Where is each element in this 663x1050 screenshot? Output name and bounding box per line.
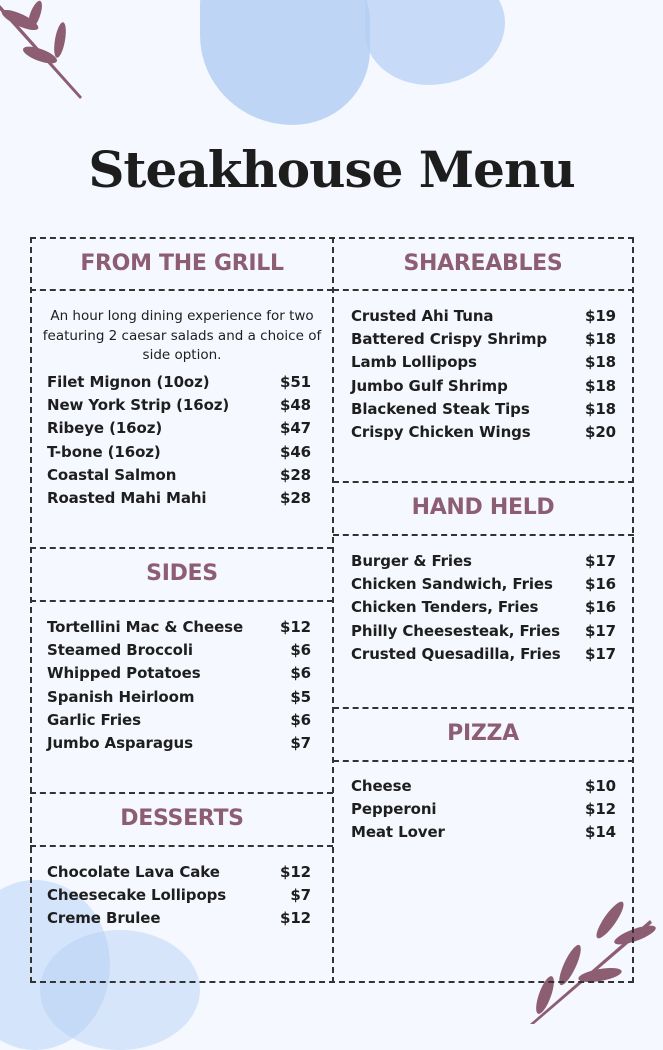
menu-item	[351, 377, 616, 400]
menu-item	[47, 886, 311, 909]
item-price: $10	[584, 777, 616, 795]
item-name: Crusted Quesadilla, Fries	[351, 644, 561, 663]
menu-item	[47, 711, 311, 734]
section-heading-sides: SIDES	[146, 561, 218, 586]
item-price: $46	[279, 442, 311, 461]
item-price: $48	[279, 396, 311, 415]
item-name: Battered Crispy Shrimp	[351, 330, 548, 349]
section-heading-handheld: HAND HELD	[411, 495, 555, 520]
menu-item	[47, 688, 311, 711]
item-price: $12	[279, 909, 311, 928]
item-price: $7	[290, 886, 311, 905]
section-heading-pizza: PIZZA	[447, 721, 519, 746]
pizza-list	[351, 777, 616, 847]
divider	[333, 289, 634, 291]
leaf-branch-icon	[0, 0, 90, 100]
menu-item	[351, 400, 616, 423]
menu-item	[47, 664, 311, 687]
item-price: $28	[279, 488, 311, 507]
menu-item	[351, 423, 616, 446]
item-price: $19	[584, 307, 616, 325]
sides-list	[47, 618, 311, 757]
item-name: Jumbo Asparagus	[47, 733, 193, 752]
column-divider	[332, 237, 334, 983]
item-price: $17	[584, 621, 616, 640]
item-price: $5	[290, 687, 311, 706]
menu-item	[351, 353, 616, 376]
section-heading-grill: FROM THE GRILL	[80, 251, 284, 276]
divider	[30, 792, 333, 794]
item-price: $12	[279, 863, 311, 881]
item-name: New York Strip (16oz)	[47, 396, 230, 415]
menu-item	[47, 396, 311, 419]
menu-item	[351, 330, 616, 353]
item-name: Chocolate Lava Cake	[47, 863, 220, 881]
menu-item	[351, 598, 616, 621]
item-name: Chicken Sandwich, Fries	[351, 575, 553, 594]
menu-item	[47, 863, 311, 886]
item-price: $7	[290, 733, 311, 752]
grill-description: An hour long dining experience for two featuring 2 caesar salads and a choice of side option.	[42, 308, 322, 363]
item-name: Meat Lover	[351, 823, 445, 842]
menu-item	[47, 618, 311, 641]
item-name: Roasted Mahi Mahi	[47, 488, 207, 507]
shareables-list	[351, 307, 616, 446]
menu-item	[47, 373, 311, 396]
desserts-list	[47, 863, 311, 933]
item-name: Garlic Fries	[47, 710, 141, 729]
item-price: $16	[584, 575, 616, 594]
item-price: $12	[584, 800, 616, 819]
divider	[333, 481, 634, 483]
item-name: Crusted Ahi Tuna	[351, 307, 494, 325]
handheld-list	[351, 552, 616, 668]
divider	[333, 760, 634, 762]
divider	[30, 289, 333, 291]
item-price: $20	[584, 422, 616, 441]
item-price: $6	[290, 664, 311, 683]
item-name: Filet Mignon (10oz)	[47, 373, 210, 391]
item-price: $18	[584, 399, 616, 418]
item-name: Creme Brulee	[47, 909, 161, 928]
menu-item	[47, 489, 311, 512]
item-name: Pepperoni	[351, 800, 437, 819]
section-heading-shareables: SHAREABLES	[403, 251, 563, 276]
item-name: T-bone (16oz)	[47, 442, 161, 461]
item-name: Jumbo Gulf Shrimp	[351, 376, 508, 395]
section-heading-desserts: DESSERTS	[120, 806, 244, 831]
item-name: Burger & Fries	[351, 552, 472, 570]
menu-item	[351, 307, 616, 330]
item-name: Tortellini Mac & Cheese	[47, 618, 244, 636]
divider	[333, 707, 634, 709]
item-price: $14	[584, 823, 616, 842]
item-price: $17	[584, 552, 616, 570]
item-name: Steamed Broccoli	[47, 641, 193, 660]
menu-item	[47, 909, 311, 932]
item-price: $18	[584, 353, 616, 372]
menu-item	[351, 645, 616, 668]
item-name: Philly Cheesesteak, Fries	[351, 621, 560, 640]
menu-item	[351, 823, 616, 846]
divider	[30, 845, 333, 847]
item-price: $16	[584, 598, 616, 617]
item-price: $18	[584, 376, 616, 395]
item-name: Chicken Tenders, Fries	[351, 598, 539, 617]
menu-item	[351, 552, 616, 575]
item-price: $12	[279, 618, 311, 636]
grill-list	[47, 373, 311, 512]
menu-item	[351, 777, 616, 800]
item-name: Ribeye (16oz)	[47, 419, 163, 438]
item-price: $6	[290, 710, 311, 729]
item-price: $17	[584, 644, 616, 663]
item-price: $18	[584, 330, 616, 349]
item-name: Blackened Steak Tips	[351, 399, 530, 418]
item-name: Cheese	[351, 777, 412, 795]
divider	[333, 534, 634, 536]
menu-item	[47, 641, 311, 664]
watercolor-blob	[365, 0, 505, 85]
menu-item	[47, 443, 311, 466]
item-price: $28	[279, 465, 311, 484]
menu-item	[351, 575, 616, 598]
menu-item	[47, 419, 311, 442]
item-price: $47	[279, 419, 311, 438]
menu-item	[351, 800, 616, 823]
watercolor-blob	[200, 0, 370, 125]
divider	[30, 600, 333, 602]
item-name: Whipped Potatoes	[47, 664, 201, 683]
page-title: Steakhouse Menu	[88, 140, 575, 199]
item-name: Crispy Chicken Wings	[351, 422, 531, 441]
menu-item	[47, 734, 311, 757]
menu-item	[47, 466, 311, 489]
item-price: $51	[279, 373, 311, 391]
item-name: Coastal Salmon	[47, 465, 177, 484]
item-price: $6	[290, 641, 311, 660]
item-name: Lamb Lollipops	[351, 353, 477, 372]
menu-item	[351, 622, 616, 645]
item-name: Spanish Heirloom	[47, 687, 195, 706]
item-name: Cheesecake Lollipops	[47, 886, 227, 905]
divider	[30, 547, 333, 549]
